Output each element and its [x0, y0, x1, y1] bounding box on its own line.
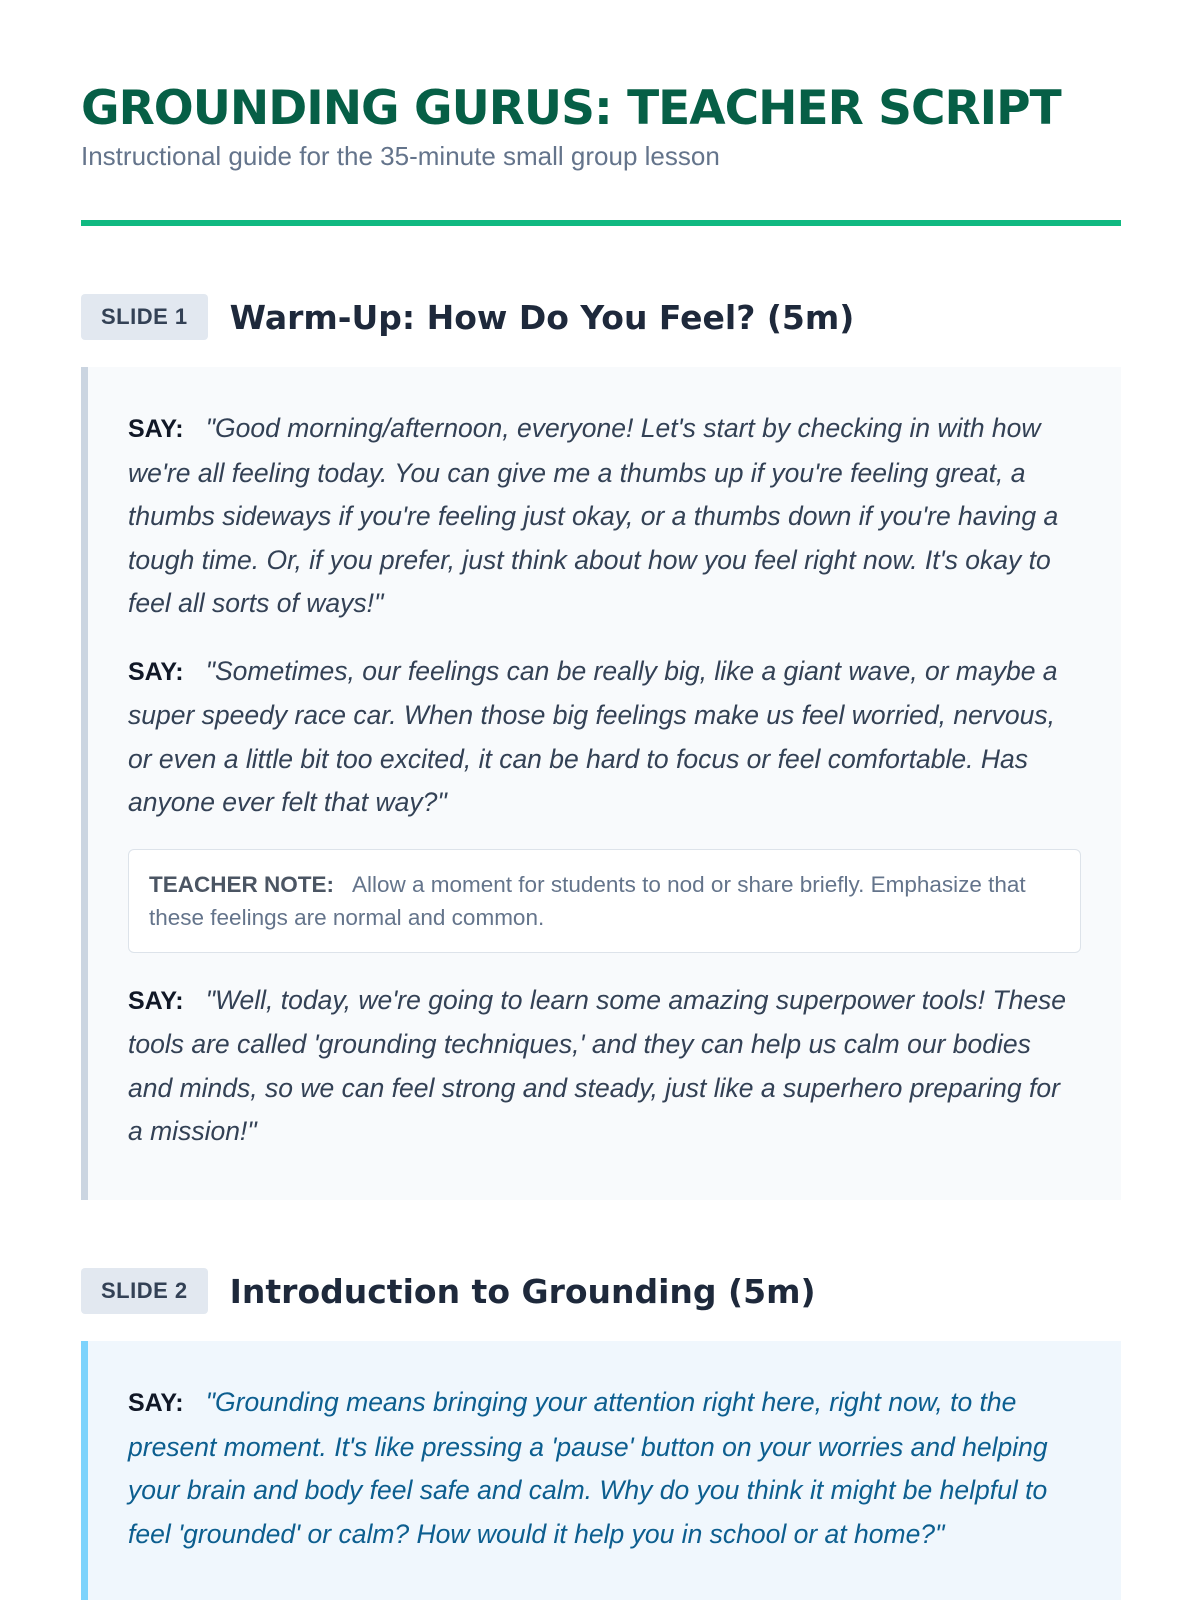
header-divider	[81, 220, 1121, 226]
slide-2-title: Introduction to Grounding (5m)	[229, 1271, 816, 1311]
say-label: SAY:	[128, 657, 184, 686]
say-text: "Grounding means bringing your attention right here, right now, to the present moment. It's like pressing a 'pause' button on your worries and helping your brain and body feel safe and calm. Why do you think it might be helpful to feel 'grounded' or calm? How would it help you in school or at home?"	[128, 1387, 1048, 1549]
document-subtitle: Instructional guide for the 35-minute small group lesson	[81, 141, 720, 171]
say-block	[128, 407, 1081, 626]
say-block	[128, 1381, 1081, 1556]
slide-2-script-box	[81, 1341, 1121, 1600]
say-label: SAY:	[128, 415, 184, 443]
teacher-note	[128, 849, 1081, 953]
say-text: "Good morning/afternoon, everyone! Let's start by checking in with how we're all feeling today. You can give me a thumbs up if you're feeling great, a thumbs sideways if you're feeling just okay, or a thumbs down if you're having a tough time. Or, if you prefer, just think about how you feel right now. It's okay to feel all sorts of ways!"	[128, 413, 1059, 618]
document-title: GROUNDING GURUS: TEACHER SCRIPT	[81, 81, 1061, 136]
slide-1-header	[81, 294, 854, 340]
slide-1-badge: SLIDE 1	[81, 294, 208, 340]
teacher-note-label: TEACHER NOTE:	[149, 871, 334, 897]
say-label: SAY:	[128, 986, 184, 1015]
say-block	[128, 979, 1081, 1154]
slide-2-badge: SLIDE 2	[81, 1268, 208, 1314]
say-text: "Sometimes, our feelings can be really big, like a giant wave, or maybe a super speedy race car. When those big feelings make us feel worried, nervous, or even a little bit too excited, it can be hard to focus or feel comfortable. Has anyone ever felt that way?"	[128, 655, 1058, 817]
slide-1-title: Warm-Up: How Do You Feel? (5m)	[229, 297, 855, 337]
say-label: SAY:	[128, 1389, 184, 1417]
document-header	[81, 80, 1121, 172]
say-text: "Well, today, we're going to learn some amazing superpower tools! These tools are called 'grounding techniques,' and they can help us calm our bodies and minds, so we can feel strong and steady, just like a superhero preparing for a mission!"	[128, 984, 1067, 1146]
teacher-note-text: Allow a moment for students to nod or share briefly. Emphasize that these feelings are normal and common.	[149, 871, 1026, 930]
say-block	[128, 650, 1081, 825]
slide-2-header	[81, 1268, 816, 1314]
slide-1-script-box	[81, 367, 1121, 1200]
